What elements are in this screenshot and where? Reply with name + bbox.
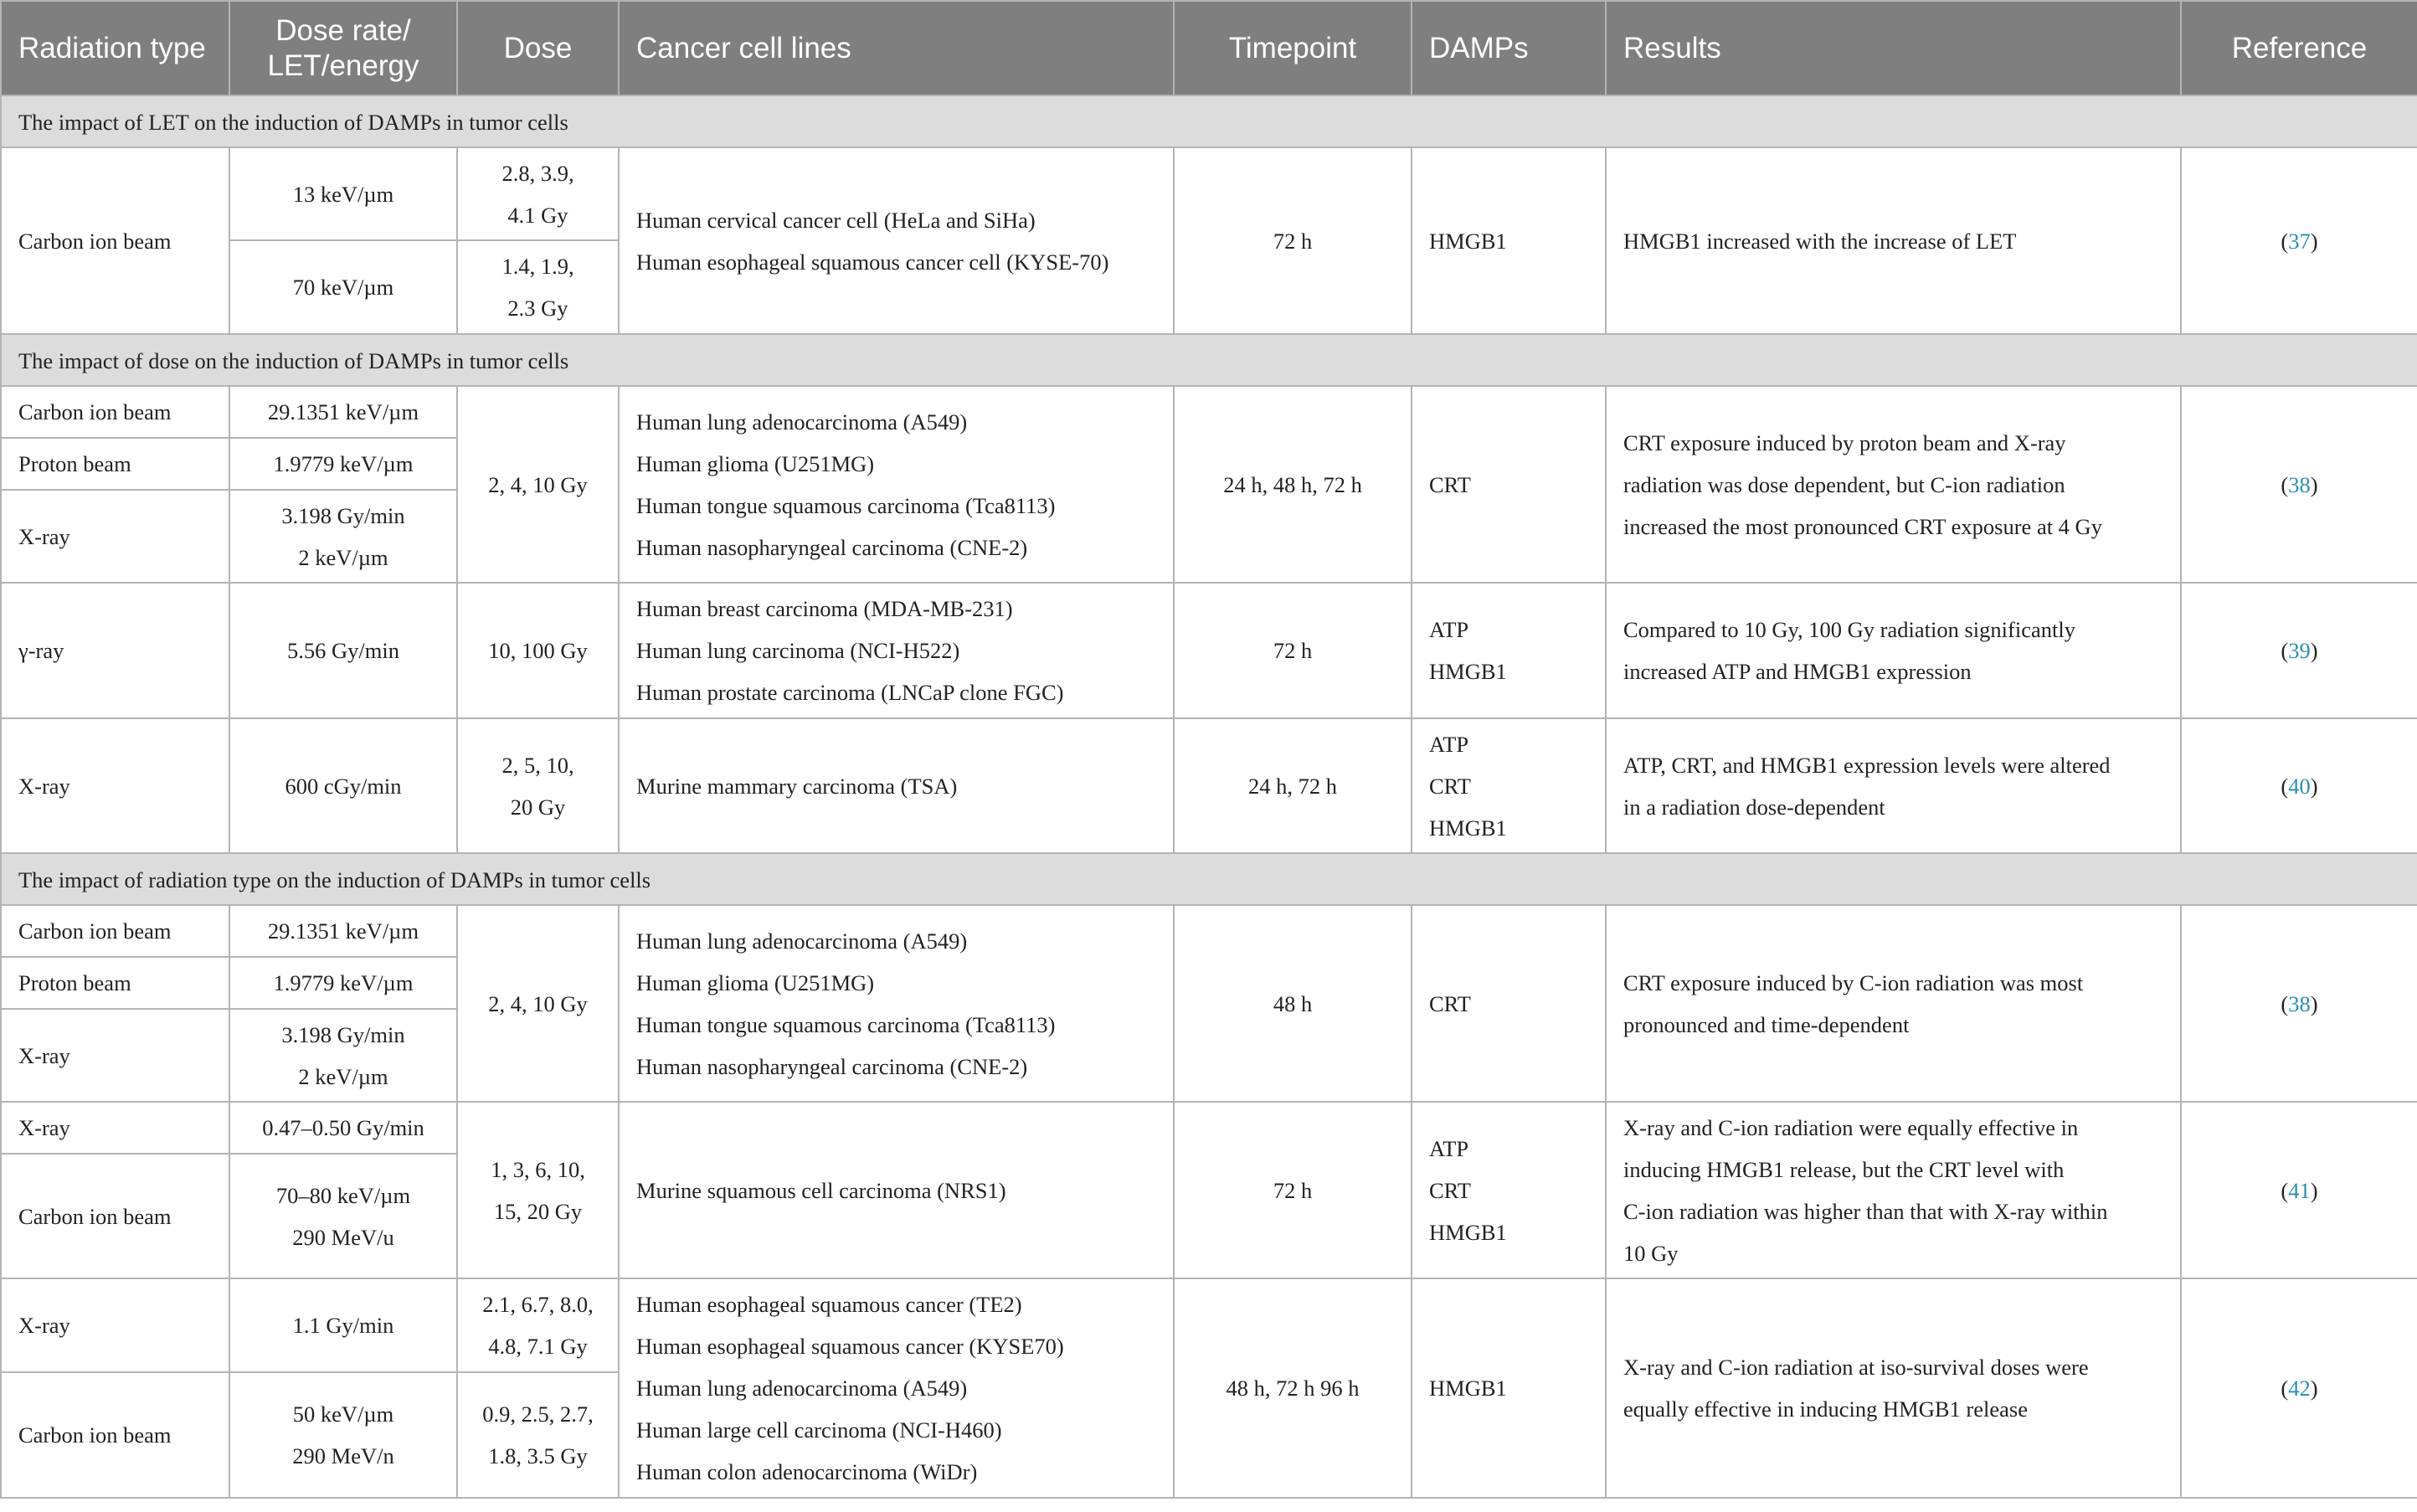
results-line: 10 Gy — [1623, 1240, 1679, 1266]
table-row — [1, 1278, 2417, 1372]
dose-rate-cell — [229, 1154, 457, 1278]
cancer-cell-lines-cell — [619, 1278, 1174, 1498]
reference-cell: (42) — [2181, 1278, 2417, 1498]
timepoint-cell: 72 h — [1174, 1102, 1412, 1278]
reference-cell: (37) — [2181, 147, 2417, 334]
dose-cell: 2, 4, 10 Gy — [457, 386, 619, 583]
section-row-dose — [1, 334, 2417, 386]
cell-line: Human esophageal squamous cancer (KYSE70) — [636, 1334, 1064, 1359]
results-line: X-ray and C-ion radiation at iso-survival doses were — [1623, 1355, 2089, 1380]
dose-rate-cell: 1.9779 keV/µm — [229, 957, 457, 1009]
cancer-cell-lines-cell — [619, 905, 1174, 1102]
results-cell — [1606, 1102, 2181, 1278]
radiation-type-cell: X-ray — [1, 718, 229, 853]
results-line: ATP, CRT, and HMGB1 expression levels were altered — [1623, 752, 2111, 778]
results-cell — [1606, 583, 2181, 718]
dose-cell: 2, 4, 10 Gy — [457, 905, 619, 1102]
dose-cell: 10, 100 Gy — [457, 583, 619, 718]
dose-rate-cell — [229, 1372, 457, 1498]
section-title: The impact of dose on the induction of DAMPs in tumor cells — [1, 334, 2417, 386]
results-cell — [1606, 386, 2181, 583]
cell-line: Human esophageal squamous cancer (TE2) — [636, 1292, 1022, 1317]
dose-rate-line: 50 keV/µm — [292, 1401, 394, 1427]
dose-cell — [457, 147, 619, 240]
dose-rate-cell: 29.1351 keV/µm — [229, 905, 457, 957]
dose-line: 20 Gy — [510, 794, 566, 820]
cell-line: Human lung adenocarcinoma (A549) — [636, 1376, 968, 1401]
dose-rate-cell: 70 keV/µm — [229, 240, 457, 334]
damps-line: HMGB1 — [1429, 1219, 1507, 1245]
cell-line: Human lung carcinoma (NCI-H522) — [636, 638, 960, 663]
radiation-type-cell: γ-ray — [1, 583, 229, 718]
dose-line: 2, 5, 10, — [501, 752, 574, 778]
reference-link[interactable]: 38 — [2288, 471, 2311, 497]
radiation-type-cell: Carbon ion beam — [1, 386, 229, 438]
reference-link[interactable]: 38 — [2288, 990, 2311, 1016]
dose-cell — [457, 1278, 619, 1372]
reference-link[interactable]: 42 — [2288, 1376, 2311, 1401]
damps-line: ATP — [1429, 1135, 1469, 1161]
reference-cell: (40) — [2181, 718, 2417, 853]
dose-line: 1.8, 3.5 Gy — [488, 1443, 588, 1468]
damps-cell: CRT — [1412, 386, 1606, 583]
table-row — [1, 583, 2417, 718]
damps-cell: CRT — [1412, 905, 1606, 1102]
dose-cell — [457, 240, 619, 334]
results-line: Compared to 10 Gy, 100 Gy radiation significantly — [1623, 617, 2075, 642]
results-line: in a radiation dose-dependent — [1623, 794, 1885, 820]
table-row — [1, 1102, 2417, 1154]
section-title: The impact of LET on the induction of DAMPs in tumor cells — [1, 95, 2417, 147]
dose-line: 1.4, 1.9, — [501, 254, 574, 279]
results-line: CRT exposure induced by C-ion radiation was most — [1623, 969, 2084, 995]
radiation-type-cell: X-ray — [1, 1009, 229, 1102]
cell-line: Human colon adenocarcinoma (WiDr) — [636, 1459, 978, 1484]
radiation-type-cell: Carbon ion beam — [1, 1154, 229, 1278]
reference-link[interactable]: 41 — [2288, 1177, 2311, 1203]
damps-line: CRT — [1429, 1177, 1471, 1203]
radiation-type-cell: Carbon ion beam — [1, 905, 229, 957]
dose-rate-line: 290 MeV/u — [292, 1224, 394, 1250]
cell-line: Human tongue squamous carcinoma (Tca8113) — [636, 1011, 1056, 1037]
radiation-type-cell: X-ray — [1, 1278, 229, 1372]
dose-cell — [457, 1372, 619, 1498]
results-line: increased ATP and HMGB1 expression — [1623, 659, 1972, 684]
table-row — [1, 386, 2417, 438]
results-line: equally effective in inducing HMGB1 release — [1623, 1396, 2028, 1422]
reference-cell: (41) — [2181, 1102, 2417, 1278]
cell-line: Human glioma (U251MG) — [636, 969, 875, 995]
damps-line: ATP — [1429, 617, 1469, 642]
header-cancer-cell-lines: Cancer cell lines — [619, 1, 1174, 95]
reference-cell: (38) — [2181, 905, 2417, 1102]
results-line: X-ray and C-ion radiation were equally effective in — [1623, 1114, 2079, 1140]
cell-line: Human large cell carcinoma (NCI-H460) — [636, 1417, 1002, 1443]
dose-rate-line: 3.198 Gy/min — [281, 1021, 405, 1047]
dose-rate-cell — [229, 490, 457, 583]
dose-rate-line: 70–80 keV/µm — [275, 1182, 411, 1208]
dose-rate-cell — [229, 1009, 457, 1102]
results-cell: HMGB1 increased with the increase of LET — [1606, 147, 2181, 334]
damps-cell — [1412, 583, 1606, 718]
cell-line: Human tongue squamous carcinoma (Tca8113) — [636, 492, 1056, 518]
radiation-type-cell: Carbon ion beam — [1, 147, 229, 334]
table-row — [1, 718, 2417, 853]
damps-line: ATP — [1429, 731, 1469, 757]
reference-cell: (38) — [2181, 386, 2417, 583]
section-title: The impact of radiation type on the induction of DAMPs in tumor cells — [1, 853, 2417, 905]
cell-line: Human prostate carcinoma (LNCaP clone FGC) — [636, 680, 1064, 705]
dose-rate-cell: 5.56 Gy/min — [229, 583, 457, 718]
radiation-type-cell: X-ray — [1, 490, 229, 583]
table-row — [1, 905, 2417, 957]
dose-line: 2.3 Gy — [507, 296, 568, 321]
dose-line: 4.8, 7.1 Gy — [488, 1334, 588, 1359]
table-row — [1, 147, 2417, 240]
radiation-type-cell: Proton beam — [1, 957, 229, 1009]
timepoint-cell: 24 h, 72 h — [1174, 718, 1412, 853]
cell-line: Human esophageal squamous cancer cell (KYSE-70) — [636, 249, 1109, 275]
header-dose: Dose — [457, 1, 619, 95]
cancer-cell-lines-cell: Murine mammary carcinoma (TSA) — [619, 718, 1174, 853]
timepoint-cell: 48 h, 72 h 96 h — [1174, 1278, 1412, 1498]
dose-line: 1, 3, 6, 10, — [491, 1156, 585, 1182]
timepoint-cell: 48 h — [1174, 905, 1412, 1102]
cancer-cell-lines-cell — [619, 147, 1174, 334]
damps-line: CRT — [1429, 773, 1471, 799]
cancer-cell-lines-cell — [619, 583, 1174, 718]
cancer-cell-lines-cell: Murine squamous cell carcinoma (NRS1) — [619, 1102, 1174, 1278]
results-line: C-ion radiation was higher than that with X-ray within — [1623, 1198, 2108, 1224]
header-reference: Reference — [2181, 1, 2417, 95]
dose-rate-cell: 13 keV/µm — [229, 147, 457, 240]
results-line: pronounced and time-dependent — [1623, 1011, 1910, 1037]
timepoint-cell: 72 h — [1174, 147, 1412, 334]
dose-line: 0.9, 2.5, 2.7, — [482, 1401, 594, 1427]
results-cell — [1606, 905, 2181, 1102]
timepoint-cell: 72 h — [1174, 583, 1412, 718]
results-line: CRT exposure induced by proton beam and X-ray — [1623, 429, 2066, 455]
dose-line: 2.8, 3.9, — [501, 160, 574, 186]
results-line: increased the most pronounced CRT exposure at 4 Gy — [1623, 513, 2102, 539]
reference-link[interactable]: 39 — [2288, 638, 2311, 663]
cancer-cell-lines-cell — [619, 386, 1174, 583]
results-line: inducing HMGB1 release, but the CRT level with — [1623, 1156, 2065, 1182]
dose-cell — [457, 718, 619, 853]
dose-rate-line: 290 MeV/n — [292, 1443, 394, 1468]
dose-rate-cell: 0.47–0.50 Gy/min — [229, 1102, 457, 1154]
radiation-type-cell: Carbon ion beam — [1, 1372, 229, 1498]
cell-line: Human glioma (U251MG) — [636, 450, 875, 476]
results-cell — [1606, 1278, 2181, 1498]
section-row-let — [1, 95, 2417, 147]
cell-line: Human cervical cancer cell (HeLa and SiHa) — [636, 207, 1036, 233]
cell-line: Human lung adenocarcinoma (A549) — [636, 928, 968, 954]
dose-line: 4.1 Gy — [507, 202, 568, 228]
header-damps: DAMPs — [1412, 1, 1606, 95]
dose-rate-line: 2 keV/µm — [298, 544, 388, 570]
damps-cell: HMGB1 — [1412, 1278, 1606, 1498]
dose-cell — [457, 1102, 619, 1278]
reference-cell: (39) — [2181, 583, 2417, 718]
header-timepoint: Timepoint — [1174, 1, 1412, 95]
dose-rate-cell: 29.1351 keV/µm — [229, 386, 457, 438]
dose-rate-line: 3.198 Gy/min — [281, 502, 405, 528]
section-row-radiation-type — [1, 853, 2417, 905]
results-line: radiation was dose dependent, but C-ion radiation — [1623, 471, 2065, 497]
dose-rate-cell: 1.9779 keV/µm — [229, 438, 457, 490]
reference-link[interactable]: 37 — [2288, 228, 2311, 254]
damps-cell — [1412, 1102, 1606, 1278]
cell-line: Human lung adenocarcinoma (A549) — [636, 409, 968, 435]
header-row — [1, 1, 2417, 95]
header-radiation-type: Radiation type — [1, 1, 229, 95]
timepoint-cell: 24 h, 48 h, 72 h — [1174, 386, 1412, 583]
results-cell — [1606, 718, 2181, 853]
dose-rate-line: 2 keV/µm — [298, 1063, 388, 1089]
dose-rate-cell: 1.1 Gy/min — [229, 1278, 457, 1372]
cell-line: Human nasopharyngeal carcinoma (CNE-2) — [636, 1053, 1028, 1079]
header-results: Results — [1606, 1, 2181, 95]
cell-line: Human breast carcinoma (MDA-MB-231) — [636, 596, 1013, 621]
damps-line: HMGB1 — [1429, 815, 1507, 841]
radiation-type-cell: X-ray — [1, 1102, 229, 1154]
radiation-type-cell: Proton beam — [1, 438, 229, 490]
damps-line: HMGB1 — [1429, 659, 1507, 684]
cell-line: Human nasopharyngeal carcinoma (CNE-2) — [636, 534, 1028, 560]
dose-rate-cell: 600 cGy/min — [229, 718, 457, 853]
dose-line: 2.1, 6.7, 8.0, — [482, 1292, 594, 1317]
damps-cell: HMGB1 — [1412, 147, 1606, 334]
damps-cell — [1412, 718, 1606, 853]
header-dose-rate: Dose rate/ LET/energy — [229, 1, 457, 95]
reference-link[interactable]: 40 — [2288, 773, 2311, 799]
dose-line: 15, 20 Gy — [493, 1198, 583, 1224]
